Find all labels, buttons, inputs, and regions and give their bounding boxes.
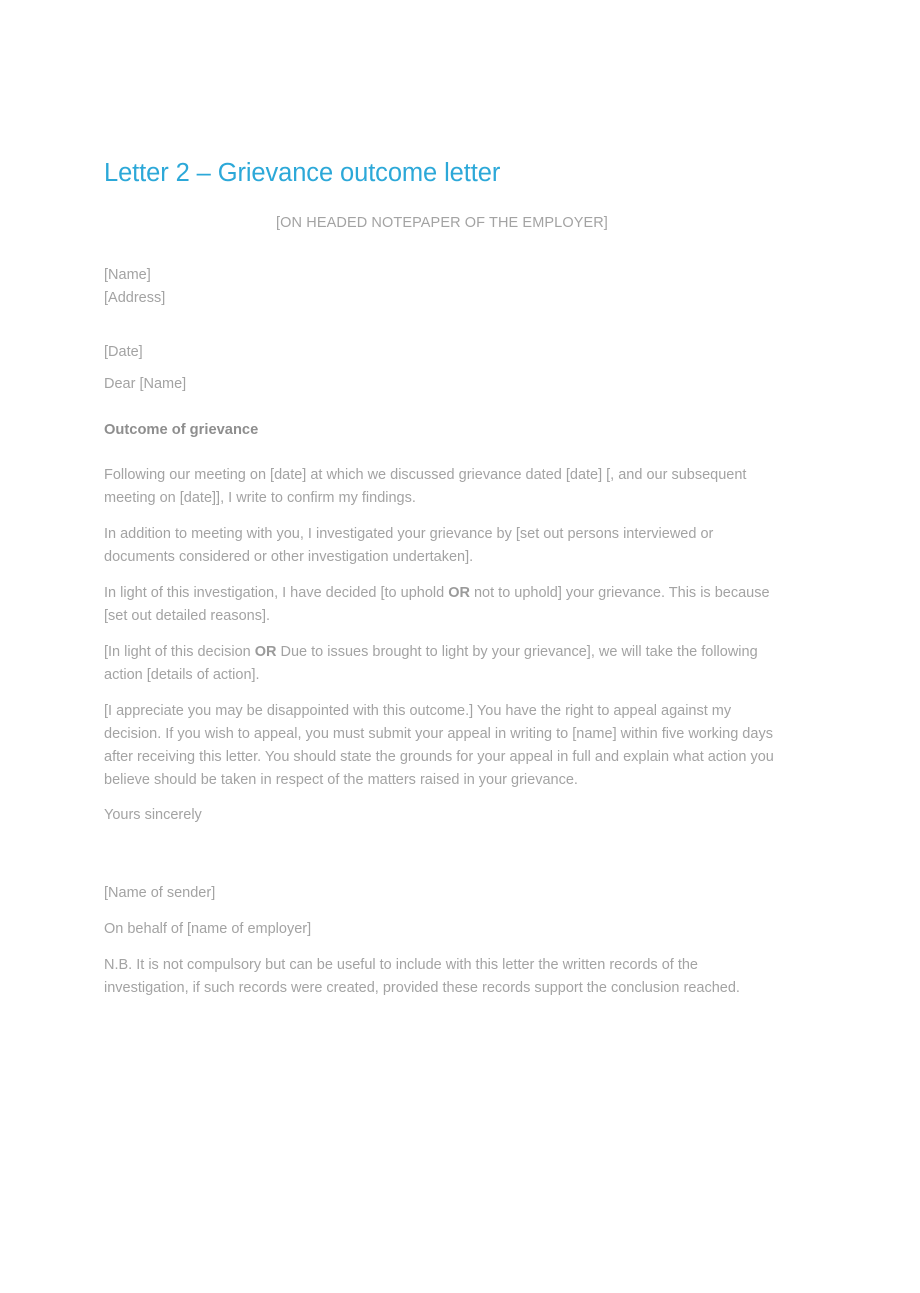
signoff-line: Yours sincerely [104, 807, 202, 823]
recipient-address-placeholder: [Address] [104, 290, 166, 306]
salutation-line: Dear [Name] [104, 376, 187, 392]
paragraph-decision: In light of this investigation, I have decided [to uphold OR not to uphold] your grievance. This is because [set out detailed reasons]. [104, 585, 770, 624]
paragraph-action-to-be-taken: [In light of this decision OR Due to issues brought to light by your grievance], we will take the following action [details of action]. [104, 644, 758, 683]
paragraph-right-of-appeal: [I appreciate you may be disappointed with this outcome.] You have the right to appeal against my decision. If you wish to appeal, you must submit your appeal in writing to [name] within five working days after receiving this letter. You should state the grounds for your appeal in full and explain what action you believe should be taken in respect of the matters raised in your grievance. [104, 703, 774, 788]
headed-notepaper-note: [ON HEADED NOTEPAPER OF THE EMPLOYER] [276, 215, 608, 231]
page-title: Letter 2 – Grievance outcome letter [104, 159, 501, 187]
sender-organisation-line: On behalf of [name of employer] [104, 921, 312, 937]
subject-heading: Outcome of grievance [104, 422, 259, 438]
sender-name-placeholder: [Name of sender] [104, 885, 216, 901]
paragraph-investigation-method: In addition to meeting with you, I investigated your grievance by [set out persons interviewed or documents considered or other investigation undertaken]. [104, 526, 714, 565]
date-placeholder: [Date] [104, 344, 143, 360]
nota-bene-note: N.B. It is not compulsory but can be useful to include with this letter the written records of the investigation, if such records were created, provided these records support the conclusion reached. [104, 957, 740, 996]
recipient-name-placeholder: [Name] [104, 267, 151, 283]
paragraph-meeting-confirmation: Following our meeting on [date] at which we discussed grievance dated [date] [, and our subsequent meeting on [date]], I write to confirm my findings. [104, 467, 747, 506]
emphasis-or: OR [448, 585, 470, 601]
recipient-address-block [104, 264, 504, 310]
emphasis-or: OR [254, 644, 277, 660]
